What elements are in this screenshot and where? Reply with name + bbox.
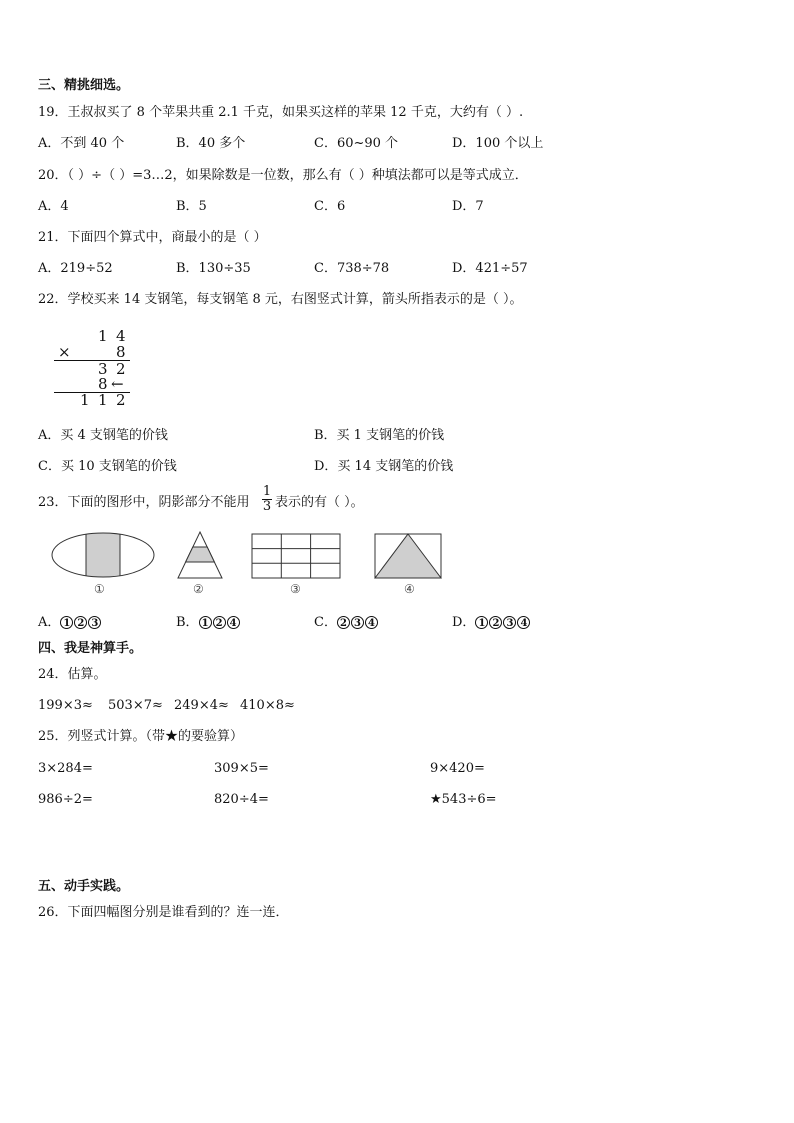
circled-number: 4 [517, 616, 530, 629]
section-4-title: 四、我是神算手。 [38, 641, 143, 656]
figure-label-1: ① [94, 582, 105, 596]
circled-number: 1 [199, 616, 212, 629]
circled-number: 4 [227, 616, 240, 629]
q19-option-b: B．40 多个 [176, 136, 246, 151]
figure-label-4: ④ [404, 582, 415, 596]
q20-option-c: C．6 [314, 199, 346, 214]
q25-item: 9×420= [430, 761, 485, 776]
q20-stem: 20．（ ）÷（ ）=3…2，如果除数是一位数，那么有（ ）种填法都可以是等式成立． [38, 168, 528, 183]
circled-number: 2 [337, 616, 350, 629]
figure-label-2: ② [193, 582, 204, 596]
q25-stem: 25．列竖式计算。（带★的要验算） [38, 729, 244, 744]
option-letter: C． [314, 615, 337, 630]
q26-stem: 26．下面四幅图分别是谁看到的？连一连． [38, 905, 289, 920]
calc-digit: 1 [98, 391, 108, 409]
calc-digit: 4 [116, 327, 126, 345]
shape-2-triangle [176, 530, 224, 580]
circled-number: 2 [489, 616, 502, 629]
figure-label-3: ③ [290, 582, 301, 596]
q19-stem: 19．王叔叔买了 8 个苹果共重 2.1 千克，如果买这样的苹果 12 千克，大约有（ ）. [38, 105, 524, 120]
q25-item: 3×284= [38, 761, 93, 776]
q19-option-a: A．不到 40 个 [38, 136, 125, 151]
q23-stem-pre: 23．下面的图形中，阴影部分不能用 [38, 495, 250, 510]
calc-digit: 8 [98, 375, 108, 393]
q24-item: 199×3≈ [38, 698, 93, 713]
arrow-left-icon: ← [111, 375, 124, 393]
times-sign: × [58, 343, 71, 361]
q22-option-d: D．买 14 支钢笔的价钱 [314, 459, 454, 474]
circled-number: 2 [213, 616, 226, 629]
section-5-title: 五、动手实践。 [38, 879, 130, 894]
q19-option-c: C．60~90 个 [314, 136, 399, 151]
q23-option-c [314, 615, 379, 631]
q23-stem-post: 表示的有（ ）。 [275, 495, 364, 510]
q22-stem: 22．学校买来 14 支钢笔，每支钢笔 8 元，右图竖式计算，箭头所指表示的是（ ）。 [38, 292, 523, 307]
q20-option-d: D．7 [452, 199, 484, 214]
fraction-one-third [262, 485, 272, 514]
q20-option-a: A．4 [38, 199, 69, 214]
q23-option-a [38, 615, 102, 631]
circled-number: 3 [351, 616, 364, 629]
shape-4-triangle-in-rect [374, 533, 442, 579]
shape-3-grid [251, 533, 341, 579]
q21-option-d: D．421÷57 [452, 261, 528, 276]
q23-option-b [176, 615, 241, 631]
q25-item: 309×5= [214, 761, 269, 776]
calc-digit: 3 [98, 360, 108, 378]
q24-stem: 24．估算。 [38, 667, 107, 682]
option-letter: D． [452, 615, 476, 630]
circled-number: 3 [503, 616, 516, 629]
q21-option-a: A．219÷52 [38, 261, 113, 276]
q22-option-c: C．买 10 支钢笔的价钱 [38, 459, 177, 474]
q21-option-b: B．130÷35 [176, 261, 251, 276]
circled-number: 3 [88, 616, 101, 629]
q25-item: ★543÷6= [430, 792, 497, 807]
q22-option-a: A．买 4 支钢笔的价钱 [38, 428, 168, 443]
q24-item: 249×4≈ [174, 698, 229, 713]
circled-number: 1 [475, 616, 488, 629]
calc-digit: 8 [116, 343, 126, 361]
option-letter: A． [38, 615, 61, 630]
q20-option-b: B．5 [176, 199, 207, 214]
fraction-denominator: 3 [262, 499, 272, 514]
circled-number: 4 [365, 616, 378, 629]
q21-option-c: C．738÷78 [314, 261, 390, 276]
fraction-numerator: 1 [262, 484, 272, 499]
calc-digit: 1 [80, 391, 90, 409]
circled-number: 2 [74, 616, 87, 629]
calc-digit: 2 [116, 360, 126, 378]
option-letter: B． [176, 615, 199, 630]
q22-option-b: B．买 1 支钢笔的价钱 [314, 428, 445, 443]
q25-item: 820÷4= [214, 792, 269, 807]
q21-stem: 21．下面四个算式中，商最小的是（ ） [38, 230, 267, 245]
circled-number: 1 [60, 616, 73, 629]
shape-1-ellipse [50, 530, 156, 580]
calc-digit: 2 [116, 391, 126, 409]
q24-item: 503×7≈ [108, 698, 163, 713]
section-3-title: 三、精挑细选。 [38, 78, 130, 93]
q25-item: 986÷2= [38, 792, 93, 807]
calc-digit: 1 [98, 327, 108, 345]
q23-option-d [452, 615, 531, 631]
vertical-multiplication [50, 326, 140, 408]
q19-option-d: D．100 个以上 [452, 136, 544, 151]
q24-item: 410×8≈ [240, 698, 295, 713]
